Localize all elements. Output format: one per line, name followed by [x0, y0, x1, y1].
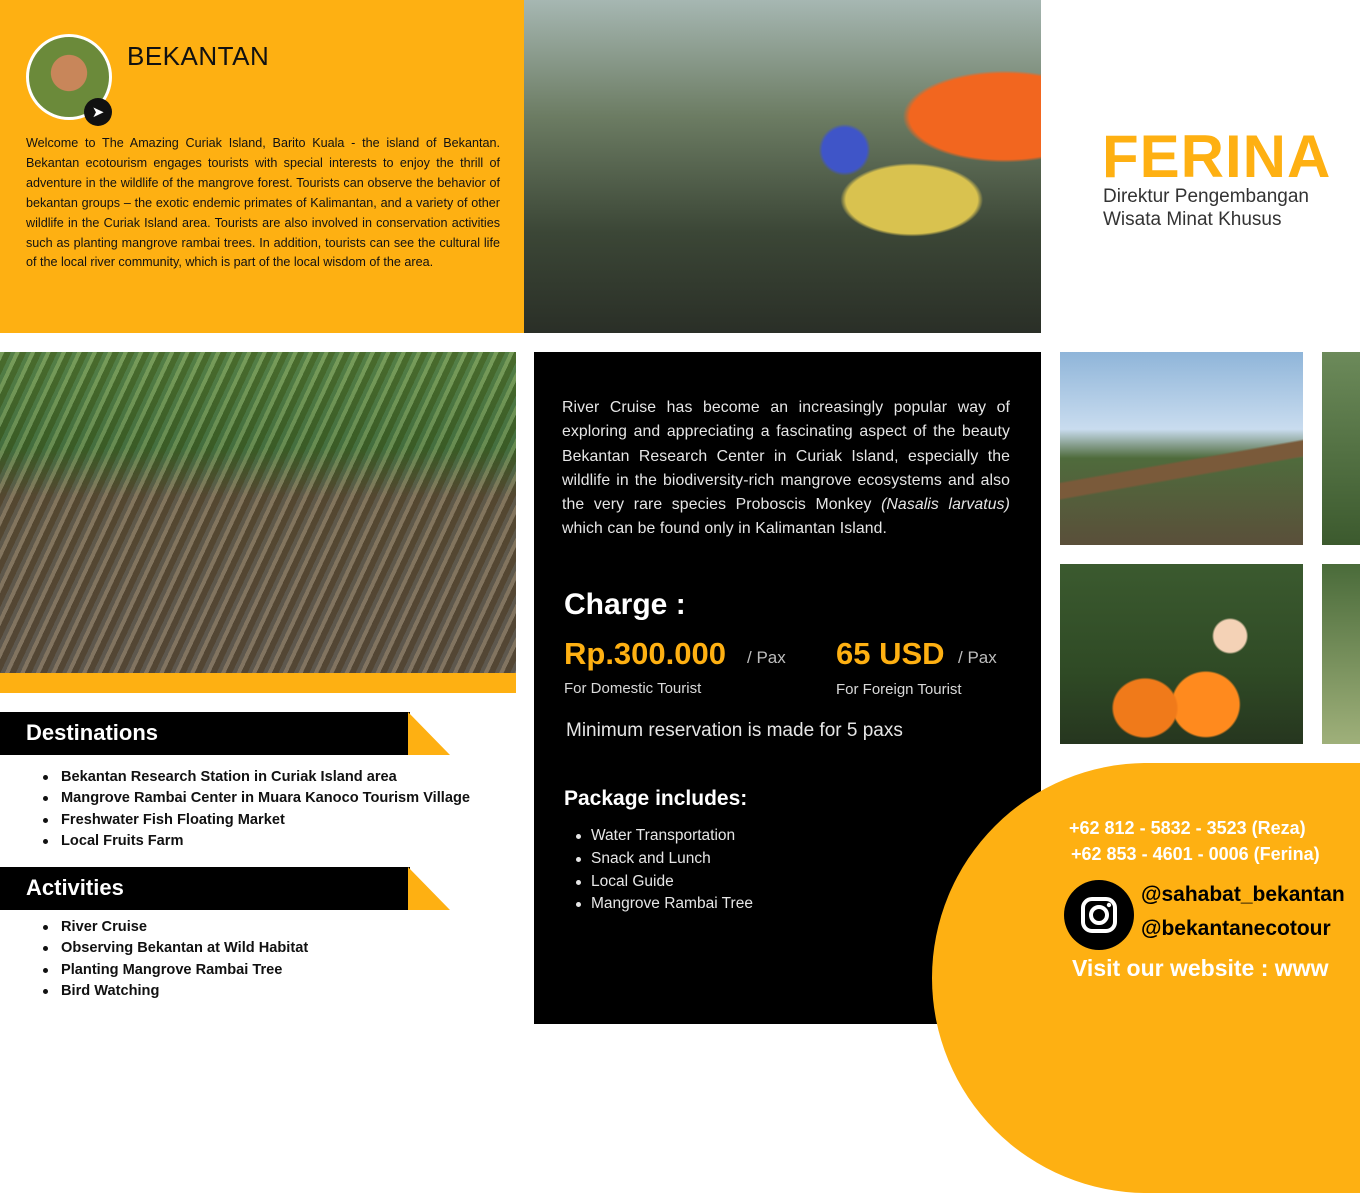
profile-name: FERINA: [1102, 123, 1332, 190]
list-item: Bird Watching: [61, 981, 308, 1002]
website-link[interactable]: Visit our website : www: [1072, 955, 1329, 981]
foreign-unit: / Pax: [958, 648, 997, 667]
minimum-reservation: Minimum reservation is made for 5 paxs: [566, 720, 903, 741]
list-item: Observing Bekantan at Wild Habitat: [61, 938, 308, 959]
chevron-right-icon[interactable]: ➤: [84, 98, 112, 126]
photo-birdwatching: [1060, 564, 1303, 744]
activities-banner: [0, 867, 410, 910]
charge-label: Charge :: [564, 588, 686, 621]
domestic-note: For Domestic Tourist: [564, 680, 702, 697]
cruise-text-part: which can be found only in Kalimantan Island.: [562, 520, 888, 538]
instagram-handle[interactable]: @sahabat_bekantan: [1141, 883, 1345, 906]
foreign-price: 65 USD: [836, 636, 945, 671]
instagram-icon[interactable]: [1064, 880, 1134, 950]
profile-role-line2: Wisata Minat Khusus: [1103, 209, 1282, 230]
package-list: [574, 825, 753, 916]
photo-boardwalk: [1060, 352, 1303, 545]
domestic-unit: / Pax: [747, 648, 786, 667]
list-item: Mangrove Rambai Center in Muara Kanoco Tourism Village: [61, 788, 470, 809]
domestic-price: Rp.300.000: [564, 636, 726, 671]
profile-role-line1: Direktur Pengembangan: [1103, 186, 1309, 207]
banner-accent: [408, 712, 450, 755]
cruise-text-part: River Cruise has become an increasingly popular way of exploring and appreciating a fascinating aspect of the beauty Bekantan Research Center in Curiak Island, especially the wildlife in the biodiversity-rich mangrove ecosystems and also the very rare species Proboscis Monkey: [562, 399, 1010, 514]
list-item: Snack and Lunch: [591, 848, 753, 871]
list-item: River Cruise: [61, 917, 308, 938]
brand-title: BEKANTAN: [127, 41, 270, 71]
instagram-handle[interactable]: @bekantanecotour: [1141, 917, 1331, 940]
destinations-banner: [0, 712, 410, 755]
photo-floating-market: [0, 352, 516, 673]
accent-bar: [0, 673, 516, 693]
banner-accent: [408, 867, 450, 910]
photo-river: [1322, 352, 1360, 545]
phone-reza[interactable]: +62 812 - 5832 - 3523 (Reza): [1069, 818, 1306, 838]
list-item: Freshwater Fish Floating Market: [61, 810, 470, 831]
intro-text: Welcome to The Amazing Curiak Island, Barito Kuala - the island of Bekantan. Bekantan ecotourism engages tourists with special interests to enjoy the thrill of adventure in the wildlife of the mangrove forest. Tourists can observe the behavior of bekantan groups – the exotic endemic primates of Kalimantan, and a variety of other wildlife in the Curiak Island area. Tourists are also involved in conservation activities such as planting mangrove rambai trees. In addition, tourists can see the cultural life of the local river community, which is part of the local wisdom of the area.: [26, 136, 500, 270]
activities-heading: Activities: [26, 875, 124, 900]
list-item: Local Guide: [591, 871, 753, 894]
list-item: Bekantan Research Station in Curiak Island area: [61, 767, 470, 788]
phone-ferina[interactable]: +62 853 - 4601 - 0006 (Ferina): [1071, 844, 1320, 864]
destinations-heading: Destinations: [26, 720, 159, 745]
destinations-list: [35, 767, 470, 853]
list-item: Water Transportation: [591, 825, 753, 848]
photo-mangrove: [1322, 564, 1360, 744]
list-item: Planting Mangrove Rambai Tree: [61, 960, 308, 981]
list-item: Mangrove Rambai Tree: [591, 893, 753, 916]
package-heading: Package includes:: [564, 787, 748, 810]
species-name: (Nasalis larvatus): [881, 496, 1010, 514]
foreign-note: For Foreign Tourist: [836, 681, 962, 698]
cruise-description: [562, 396, 1010, 542]
activities-list: [35, 917, 308, 1003]
photo-visit: [524, 0, 1041, 333]
list-item: Local Fruits Farm: [61, 831, 470, 852]
